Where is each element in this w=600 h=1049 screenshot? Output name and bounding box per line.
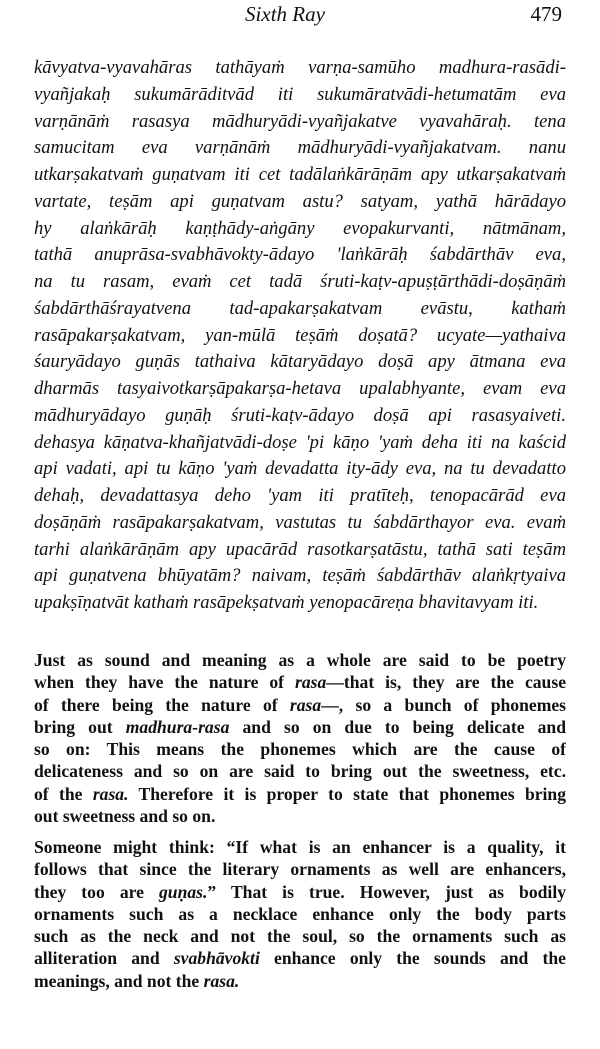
text-span: alliteration and: [34, 948, 174, 969]
translation-line: [34, 805, 566, 827]
text-span: of there being the nature of: [34, 694, 290, 715]
text-span: follows that since the literary ornaments as well are enhancers,: [34, 859, 566, 880]
italic-term: guṇas.: [158, 881, 208, 902]
translation-line: [34, 738, 566, 760]
text-span: Just as sound and meaning as a whole are said to be poetry: [34, 650, 566, 670]
translation-line: [34, 925, 566, 947]
italic-term: svabhāvokti: [173, 948, 260, 969]
italic-term: rasa: [294, 672, 327, 693]
italic-term: rasa.: [92, 783, 129, 804]
translation-line: [34, 760, 566, 782]
sanskrit-line: kāvyatva-vyavahāras tathāyaṁ varṇa-samūho madhura-rasādi-: [34, 57, 566, 78]
sanskrit-line: api vadati, api tu kāṇo 'yaṁ devadatta ity-ādy eva, na tu devadatto: [34, 458, 566, 480]
text-span: ornaments such as a necklace enhance only the body parts: [34, 903, 566, 924]
text-span: Someone might think: “If what is an enhancer is a quality, it: [34, 837, 566, 857]
sanskrit-line: tathā anuprāsa-svabhāvokty-ādayo 'laṅkārāḥ śabdārthāv eva,: [34, 244, 566, 266]
italic-term: madhura-rasa: [125, 716, 230, 737]
sanskrit-line: utkarṣakatvaṁ guṇatvam iti cet tadālaṅkārāṇām apy utkarṣakatvaṁ: [34, 164, 566, 185]
sanskrit-line: śabdārthāśrayatvena tad-apakarṣakatvam evāstu, kathaṁ: [34, 297, 566, 319]
sanskrit-line: na tu rasam, evaṁ cet tadā śruti-kaṭv-apuṣṭārthādi-doṣāṇāṁ: [34, 271, 566, 292]
italic-term: rasa.: [203, 970, 240, 991]
translation-line: [34, 783, 566, 805]
sanskrit-line: dharmās tasyaivotkarṣāpakarṣa-hetava upalabhyante, evam eva: [34, 378, 566, 399]
translation-line: [34, 903, 566, 925]
text-span: enhance only the sounds and the: [259, 948, 566, 969]
text-span: and so on due to being delicate and: [229, 716, 566, 737]
translation-line: [34, 649, 566, 671]
text-span: so on: This means the phonemes which are the cause of: [34, 739, 566, 760]
translation-line: [34, 970, 566, 992]
sanskrit-line: vartate, teṣām api guṇatvam astu? satyam, yathā hārādayo: [34, 190, 566, 212]
text-span: such as the neck and not the soul, so the ornaments such as: [34, 926, 566, 947]
translation-line: [34, 858, 566, 880]
sanskrit-line: mādhuryādayo guṇāḥ śruti-kaṭv-ādayo doṣā api rasasyaiveti.: [34, 404, 566, 426]
page-number: 479: [530, 2, 562, 26]
translation-paragraph-2: [34, 836, 566, 992]
text-span: when they have the nature of: [34, 672, 295, 693]
translation-line: [34, 671, 566, 693]
text-span: bring out: [34, 716, 126, 737]
text-span: of the: [34, 783, 93, 804]
sanskrit-line: tarhi alaṅkārāṇām apy upacārād rasotkarṣatāstu, tathā sati teṣām: [34, 538, 566, 560]
sanskrit-line: vyañjakaḥ sukumārāditvād iti sukumāratvādi-hetumatām eva: [34, 83, 566, 105]
translation-line: [34, 716, 566, 738]
sanskrit-line: dehasya kāṇatva-khañjatvādi-doṣe 'pi kāṇo 'yaṁ deha iti na kaścid: [34, 431, 566, 453]
sanskrit-line: hy alaṅkārāḥ kaṇṭhādy-aṅgāny evopakurvanti, nātmānam,: [34, 217, 566, 239]
translation-line: [34, 836, 566, 858]
text-span: —, so a bunch of phonemes: [321, 694, 566, 715]
text-span: meanings, and not the: [34, 970, 204, 991]
text-span: out sweetness and so on.: [34, 806, 216, 827]
sanskrit-line: upakṣīṇatvāt kathaṁ rasāpekṣatvaṁ yenopacāreṇa bhavitavyam iti.: [34, 592, 539, 613]
sanskrit-line: varṇānāṁ rasasya mādhuryādi-vyañjakatve vyavahāraḥ. tena: [34, 110, 566, 132]
text-span: —that is, they are the cause: [326, 672, 566, 693]
sanskrit-line: dehaḥ, devadattasya deho 'yam iti pratīteḥ, tenopacārād eva: [34, 485, 566, 506]
sanskrit-line: api guṇatvena bhūyatām? naivam, teṣāṁ śabdārthāv alaṅkṛtyaiva: [34, 565, 566, 587]
translation-line: [34, 881, 566, 903]
running-header-title: Sixth Ray: [245, 2, 325, 26]
text-span: ” That is true. However, just as bodily: [207, 881, 566, 902]
italic-term: rasa: [289, 694, 322, 715]
text-span: delicateness and so on are said to bring out the sweetness, etc.: [34, 761, 566, 782]
text-span: they too are: [34, 881, 159, 902]
sanskrit-line: rasāpakarṣakatvam, yan-mūlā teṣāṁ doṣatā? ucyate—yathaiva: [34, 324, 566, 346]
sanskrit-passage: [34, 55, 566, 617]
sanskrit-line: samucitam eva varṇānāṁ mādhuryādi-vyañjakatvam. nanu: [34, 137, 566, 159]
translation-paragraph-1: [34, 649, 566, 827]
translation-line: [34, 947, 566, 969]
translation-line: [34, 694, 566, 716]
sanskrit-line: doṣāṇāṁ rasāpakarṣakatvam, vastutas tu śabdārthayor eva. evaṁ: [34, 511, 566, 533]
text-span: Therefore it is proper to state that phonemes bring: [128, 783, 566, 804]
sanskrit-line: śauryādayo guṇās tathaiva kātaryādayo doṣā apy ātmana eva: [34, 351, 566, 373]
